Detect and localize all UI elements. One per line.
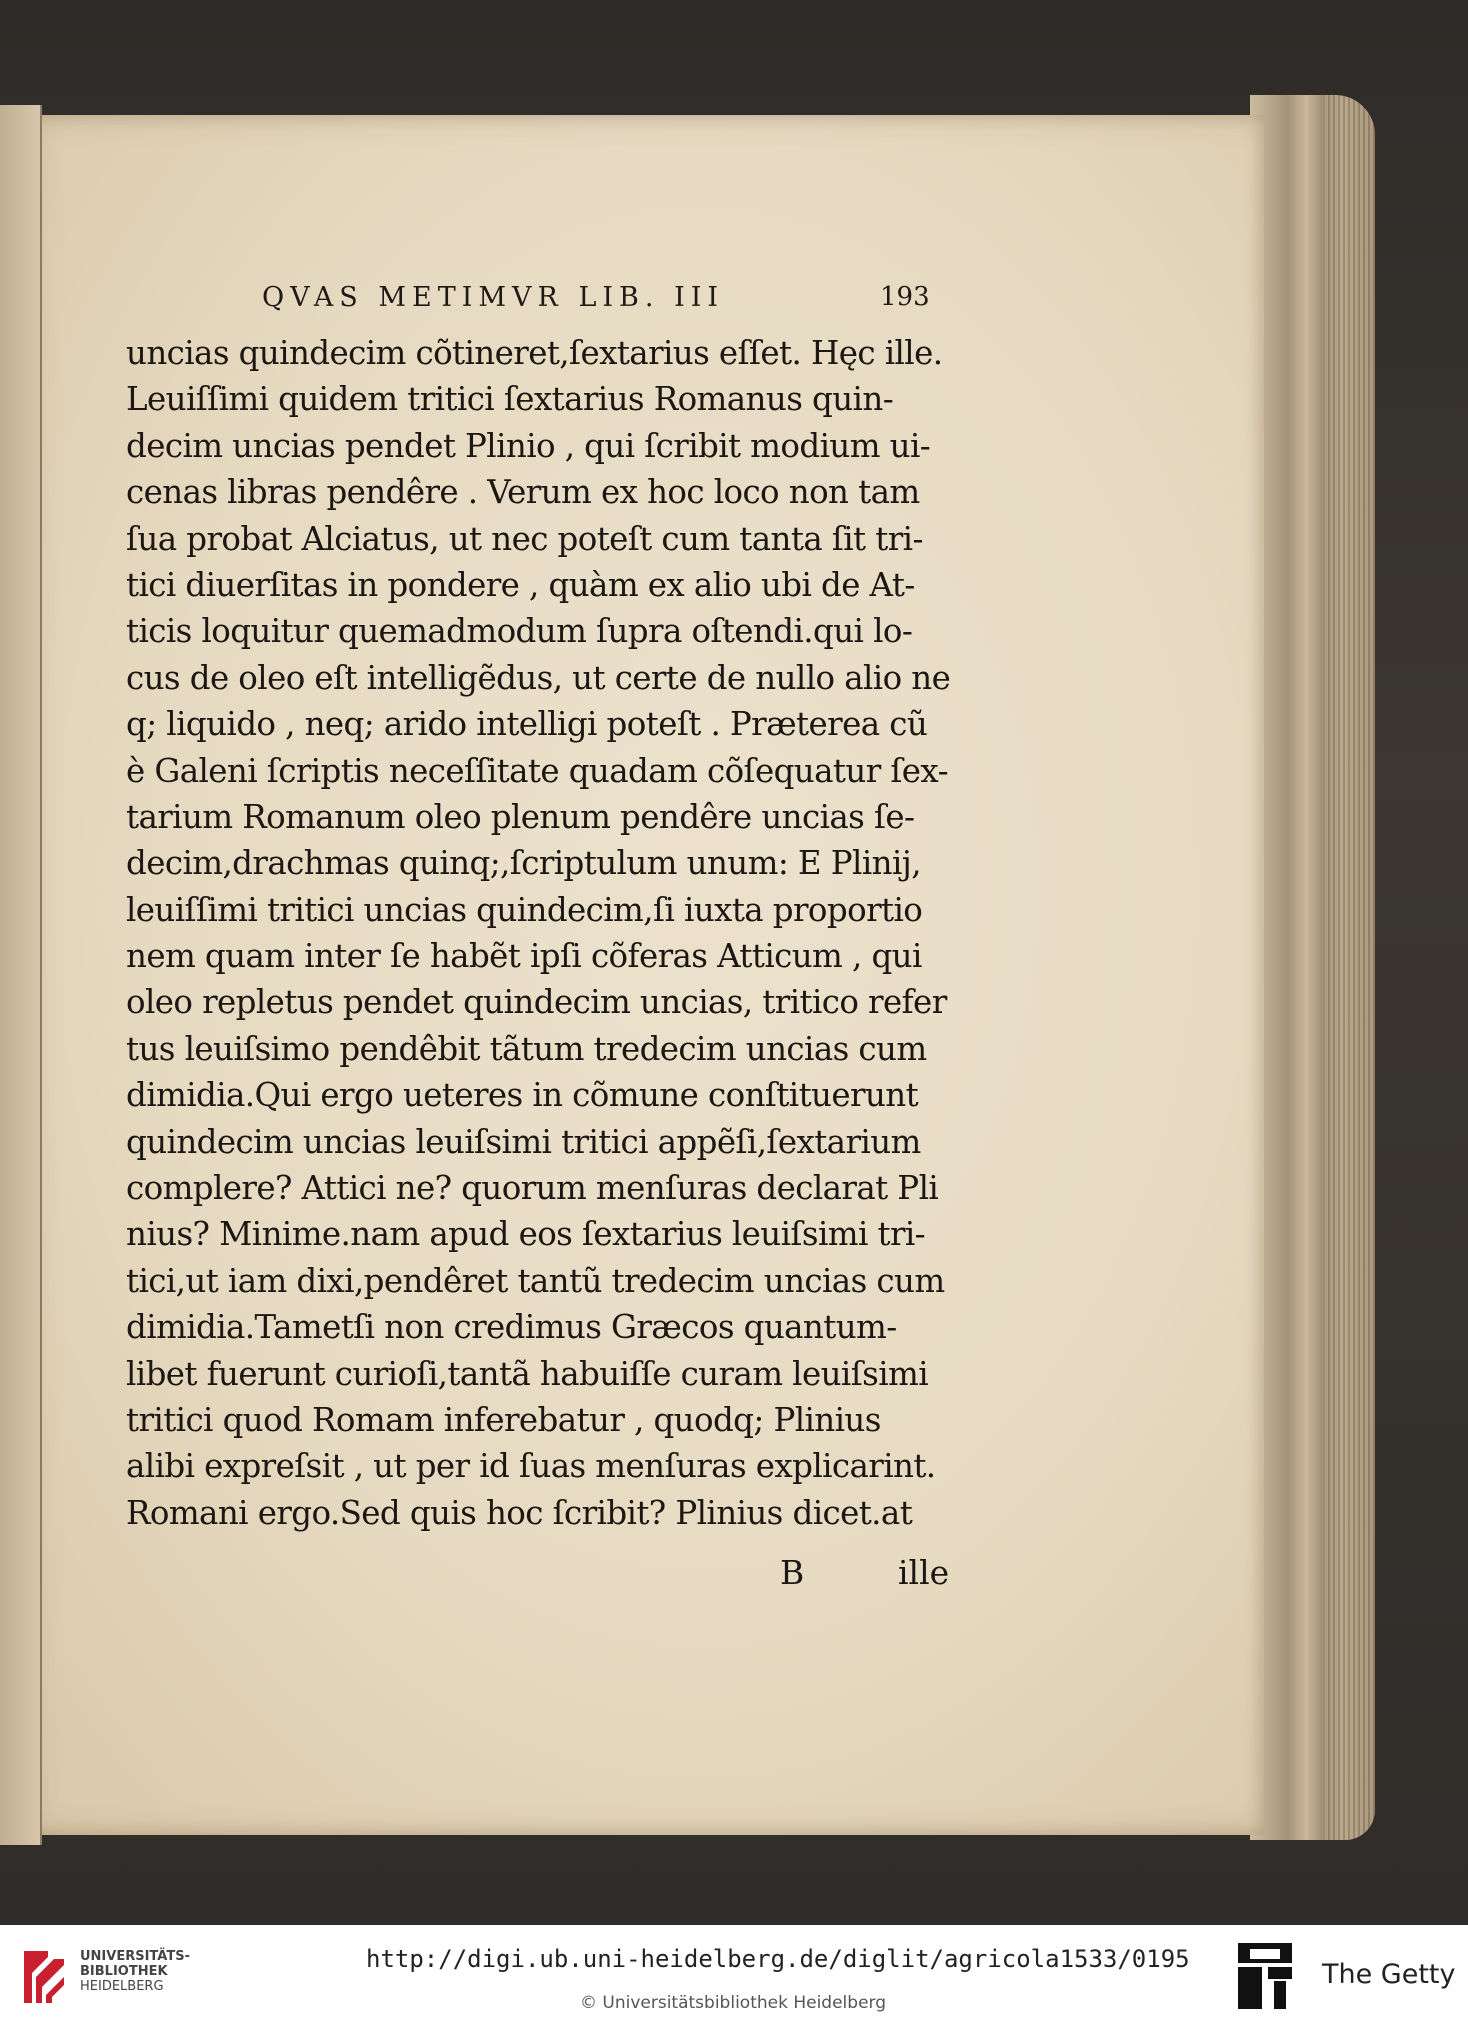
ub-heidelberg-name <box>80 1949 190 1994</box>
copyright-notice: © Universitätsbibliothek Heidelberg <box>580 1993 887 2013</box>
text-line: nius? Minime.nam apud eos ſextarius leuiſsimi tri- <box>126 1215 926 1254</box>
page-number: 193 <box>880 282 930 312</box>
ub-heidelberg-logo-icon <box>18 1943 70 2011</box>
text-line: libet fuerunt curioſi,tantã habuiſſe curam leuiſsimi <box>126 1354 929 1393</box>
getty-name: The Getty <box>1322 1959 1456 1990</box>
text-line: tarium Romanum oleo plenum pendêre uncias ſe- <box>126 797 915 836</box>
facing-page-edge <box>0 105 42 1845</box>
text-line: Romani ergo.Sed quis hoc ſcribit? Plinius dicet.at <box>126 1493 913 1532</box>
text-line: alibi expreſsit , ut per id ſuas menſuras explicarint. <box>126 1447 936 1486</box>
signature-mark: B <box>780 1553 805 1592</box>
text-line: dimidia.Tametſi non credimus Græcos quantum- <box>126 1308 897 1347</box>
text-line: ticis loquitur quemadmodum ſupra oſtendi.qui lo- <box>126 612 913 651</box>
page-edges <box>1250 95 1375 1840</box>
text-line: decim uncias pendet Plinio , qui ſcribit modium ui- <box>126 426 931 465</box>
text-line: è Galeni ſcriptis neceſſitate quadam cõſequatur ſex- <box>126 751 948 790</box>
catchword: ille <box>898 1553 950 1592</box>
permalink-url[interactable]: http://digi.ub.uni-heidelberg.de/diglit/agricola1533/0195 <box>366 1945 1190 1973</box>
text-line: dimidia.Qui ergo ueteres in cõmune conſtituerunt <box>126 1076 919 1115</box>
getty-logo-icon <box>1236 1941 1294 2013</box>
text-line: tici,ut iam dixi,pendêret tantũ tredecim uncias cum <box>126 1261 945 1300</box>
text-line: tus leuiſsimo pendêbit tãtum tredecim uncias cum <box>126 1029 927 1068</box>
text-line: tici diuerſitas in pondere , quàm ex alio ubi de At- <box>126 565 915 604</box>
text-line: oleo repletus pendet quindecim uncias, tritico refer <box>126 983 947 1022</box>
text-line: cus de oleo eſt intelligẽdus, ut certe de nullo alio ne <box>126 658 951 697</box>
text-line: leuiſſimi tritici uncias quindecim,ſi iuxta proportio <box>126 890 923 929</box>
text-block <box>126 330 956 1536</box>
footer-bar <box>0 1925 1468 2030</box>
text-line: Leuiſſimi quidem tritici ſextarius Romanus quin- <box>126 380 894 419</box>
running-head: QVAS METIMVR LIB. III <box>262 282 725 313</box>
text-line: complere? Attici ne? quorum menſuras declarat Pli <box>126 1169 939 1208</box>
text-line: tritici quod Romam inferebatur , quodq; Plinius <box>126 1400 881 1439</box>
text-line: quindecim uncias leuiſsimi tritici appẽſi,ſextarium <box>126 1122 921 1161</box>
text-line: cenas libras pendêre . Verum ex hoc loco non tam <box>126 473 920 512</box>
ub-name-line2: BIBLIOTHEK <box>80 1964 168 1979</box>
ub-name-line1: UNIVERSITÄTS- <box>80 1949 190 1964</box>
ub-name-line3: HEIDELBERG <box>80 1979 164 1994</box>
text-line: nem quam inter ſe habẽt ipſi cõferas Atticum , qui <box>126 937 922 976</box>
text-line: q; liquido , neq; arido intelligi poteſt . Præterea cũ <box>126 705 928 744</box>
text-line: uncias quindecim cõtineret,ſextarius eſſet. Hęc ille. <box>126 334 943 372</box>
text-line: ſua probat Alciatus, ut nec poteſt cum tanta ſit tri- <box>126 519 923 558</box>
text-line: decim,drachmas quinq;,ſcriptulum unum: E Plinij, <box>126 844 921 883</box>
